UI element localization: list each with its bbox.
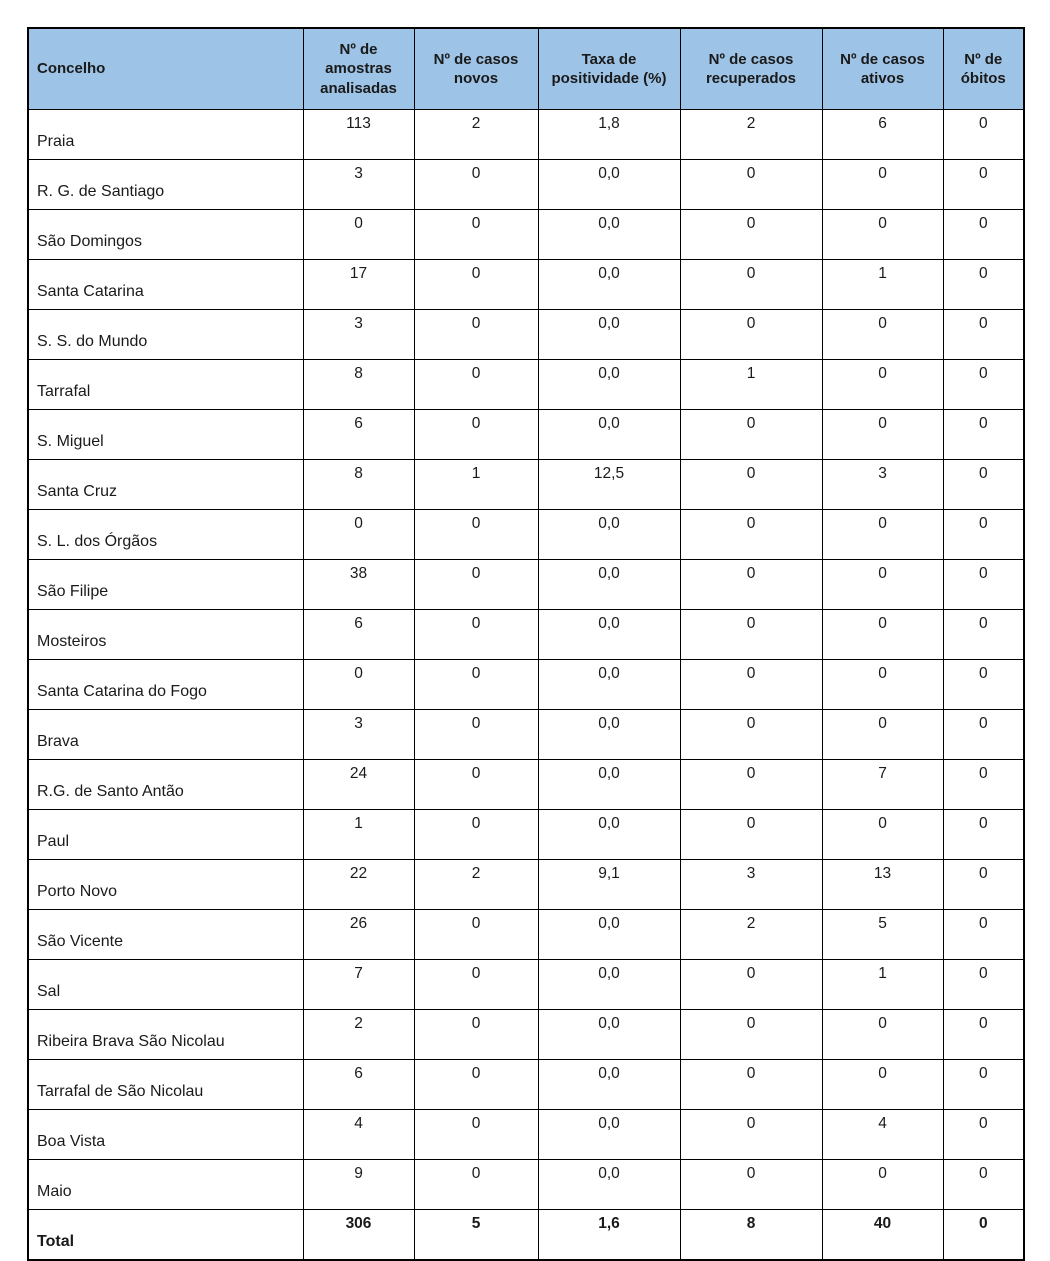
value-cell-taxa-positividade: 0,0 [538, 760, 680, 810]
value-cell-casos-novos: 0 [414, 1010, 538, 1060]
value-cell-taxa-positividade: 0,0 [538, 310, 680, 360]
table-row [28, 410, 1024, 460]
value-cell-casos-novos: 0 [414, 810, 538, 860]
value-cell-obitos: 0 [943, 1160, 1024, 1210]
value-cell-casos-novos: 0 [414, 1060, 538, 1110]
value-cell-obitos: 0 [943, 1010, 1024, 1060]
value-cell-taxa-positividade: 0,0 [538, 260, 680, 310]
value-cell-casos-ativos: 0 [822, 360, 943, 410]
value-cell-amostras-analisadas: 26 [303, 910, 414, 960]
value-cell-casos-ativos: 0 [822, 1010, 943, 1060]
value-cell-amostras-analisadas: 9 [303, 1160, 414, 1210]
value-cell-obitos: 0 [943, 110, 1024, 160]
value-cell-casos-recuperados: 0 [680, 1060, 822, 1110]
value-cell-casos-recuperados: 0 [680, 310, 822, 360]
value-cell-casos-ativos: 4 [822, 1110, 943, 1160]
value-cell-casos-recuperados: 0 [680, 710, 822, 760]
value-cell-amostras-analisadas: 24 [303, 760, 414, 810]
value-cell-casos-recuperados: 0 [680, 1010, 822, 1060]
value-cell-casos-ativos: 0 [822, 660, 943, 710]
value-cell-casos-ativos: 1 [822, 260, 943, 310]
value-cell-casos-recuperados: 0 [680, 460, 822, 510]
value-cell-casos-recuperados: 8 [680, 1210, 822, 1261]
value-cell-casos-recuperados: 0 [680, 610, 822, 660]
value-cell-casos-novos: 0 [414, 710, 538, 760]
value-cell-taxa-positividade: 0,0 [538, 960, 680, 1010]
value-cell-amostras-analisadas: 0 [303, 210, 414, 260]
table-row [28, 1110, 1024, 1160]
value-cell-casos-recuperados: 0 [680, 510, 822, 560]
concelho-name-cell: Praia [28, 110, 303, 160]
value-cell-obitos: 0 [943, 610, 1024, 660]
value-cell-casos-ativos: 0 [822, 710, 943, 760]
concelho-name-cell: R.G. de Santo Antão [28, 760, 303, 810]
concelho-name-cell: São Vicente [28, 910, 303, 960]
table-row [28, 610, 1024, 660]
value-cell-taxa-positividade: 0,0 [538, 410, 680, 460]
concelho-name-cell: Santa Catarina [28, 260, 303, 310]
value-cell-casos-recuperados: 1 [680, 360, 822, 410]
value-cell-taxa-positividade: 0,0 [538, 360, 680, 410]
value-cell-casos-novos: 0 [414, 660, 538, 710]
value-cell-casos-ativos: 0 [822, 210, 943, 260]
table-body [28, 110, 1024, 1261]
value-cell-casos-recuperados: 0 [680, 760, 822, 810]
concelho-name-cell: Tarrafal [28, 360, 303, 410]
value-cell-casos-novos: 2 [414, 860, 538, 910]
value-cell-taxa-positividade: 0,0 [538, 910, 680, 960]
value-cell-amostras-analisadas: 2 [303, 1010, 414, 1060]
value-cell-obitos: 0 [943, 660, 1024, 710]
table-row [28, 1060, 1024, 1110]
concelho-name-cell: Maio [28, 1160, 303, 1210]
value-cell-casos-novos: 0 [414, 610, 538, 660]
value-cell-amostras-analisadas: 1 [303, 810, 414, 860]
value-cell-taxa-positividade: 0,0 [538, 1160, 680, 1210]
table-row [28, 860, 1024, 910]
value-cell-taxa-positividade: 0,0 [538, 560, 680, 610]
value-cell-casos-novos: 0 [414, 1110, 538, 1160]
value-cell-casos-recuperados: 0 [680, 660, 822, 710]
concelho-name-cell: R. G. de Santiago [28, 160, 303, 210]
table-row [28, 960, 1024, 1010]
value-cell-casos-ativos: 5 [822, 910, 943, 960]
value-cell-amostras-analisadas: 17 [303, 260, 414, 310]
value-cell-taxa-positividade: 0,0 [538, 1010, 680, 1060]
value-cell-amostras-analisadas: 4 [303, 1110, 414, 1160]
table-row [28, 210, 1024, 260]
table-row [28, 510, 1024, 560]
value-cell-casos-novos: 0 [414, 910, 538, 960]
concelho-name-cell: Santa Cruz [28, 460, 303, 510]
value-cell-taxa-positividade: 1,8 [538, 110, 680, 160]
concelho-name-cell: Boa Vista [28, 1110, 303, 1160]
value-cell-casos-recuperados: 0 [680, 960, 822, 1010]
value-cell-casos-recuperados: 2 [680, 110, 822, 160]
value-cell-obitos: 0 [943, 460, 1024, 510]
value-cell-amostras-analisadas: 6 [303, 410, 414, 460]
concelho-name-cell: S. L. dos Órgãos [28, 510, 303, 560]
value-cell-obitos: 0 [943, 810, 1024, 860]
value-cell-casos-novos: 0 [414, 560, 538, 610]
value-cell-amostras-analisadas: 3 [303, 310, 414, 360]
value-cell-casos-recuperados: 3 [680, 860, 822, 910]
value-cell-obitos: 0 [943, 1060, 1024, 1110]
value-cell-taxa-positividade: 0,0 [538, 710, 680, 760]
value-cell-casos-recuperados: 0 [680, 810, 822, 860]
value-cell-amostras-analisadas: 6 [303, 1060, 414, 1110]
value-cell-amostras-analisadas: 7 [303, 960, 414, 1010]
total-label-cell: Total [28, 1210, 303, 1261]
value-cell-taxa-positividade: 0,0 [538, 1060, 680, 1110]
value-cell-casos-ativos: 3 [822, 460, 943, 510]
value-cell-obitos: 0 [943, 1210, 1024, 1261]
value-cell-casos-ativos: 13 [822, 860, 943, 910]
value-cell-casos-recuperados: 0 [680, 1110, 822, 1160]
concelho-name-cell: Tarrafal de São Nicolau [28, 1060, 303, 1110]
table-row [28, 1160, 1024, 1210]
value-cell-amostras-analisadas: 113 [303, 110, 414, 160]
concelho-name-cell: Paul [28, 810, 303, 860]
table-row [28, 160, 1024, 210]
value-cell-obitos: 0 [943, 960, 1024, 1010]
concelho-name-cell: Mosteiros [28, 610, 303, 660]
value-cell-taxa-positividade: 9,1 [538, 860, 680, 910]
value-cell-obitos: 0 [943, 260, 1024, 310]
value-cell-casos-ativos: 40 [822, 1210, 943, 1261]
value-cell-casos-novos: 0 [414, 160, 538, 210]
value-cell-casos-ativos: 0 [822, 1060, 943, 1110]
table-row [28, 110, 1024, 160]
value-cell-obitos: 0 [943, 860, 1024, 910]
total-row [28, 1210, 1024, 1261]
value-cell-casos-novos: 0 [414, 210, 538, 260]
value-cell-casos-novos: 0 [414, 260, 538, 310]
value-cell-amostras-analisadas: 0 [303, 510, 414, 560]
value-cell-taxa-positividade: 0,0 [538, 160, 680, 210]
value-cell-amostras-analisadas: 38 [303, 560, 414, 610]
value-cell-amostras-analisadas: 3 [303, 160, 414, 210]
value-cell-obitos: 0 [943, 1110, 1024, 1160]
value-cell-casos-ativos: 0 [822, 310, 943, 360]
value-cell-casos-ativos: 0 [822, 810, 943, 860]
value-cell-amostras-analisadas: 6 [303, 610, 414, 660]
table-header [28, 28, 1024, 110]
value-cell-amostras-analisadas: 22 [303, 860, 414, 910]
value-cell-amostras-analisadas: 8 [303, 360, 414, 410]
column-header-amostras-analisadas: Nº de amostras analisadas [303, 28, 414, 110]
value-cell-casos-novos: 0 [414, 1160, 538, 1210]
table-row [28, 560, 1024, 610]
value-cell-casos-recuperados: 0 [680, 1160, 822, 1210]
value-cell-casos-ativos: 0 [822, 410, 943, 460]
column-header-obitos: Nº de óbitos [943, 28, 1024, 110]
concelho-name-cell: Porto Novo [28, 860, 303, 910]
table-row [28, 760, 1024, 810]
concelho-name-cell: Brava [28, 710, 303, 760]
concelho-name-cell: S. S. do Mundo [28, 310, 303, 360]
value-cell-casos-novos: 0 [414, 510, 538, 560]
column-header-taxa-positividade: Taxa de positividade (%) [538, 28, 680, 110]
value-cell-amostras-analisadas: 0 [303, 660, 414, 710]
value-cell-casos-novos: 0 [414, 760, 538, 810]
value-cell-casos-recuperados: 2 [680, 910, 822, 960]
value-cell-taxa-positividade: 0,0 [538, 660, 680, 710]
concelho-name-cell: S. Miguel [28, 410, 303, 460]
column-header-casos-ativos: Nº de casos ativos [822, 28, 943, 110]
value-cell-casos-recuperados: 0 [680, 160, 822, 210]
table-row [28, 310, 1024, 360]
value-cell-casos-novos: 0 [414, 410, 538, 460]
value-cell-casos-novos: 5 [414, 1210, 538, 1261]
value-cell-casos-novos: 0 [414, 360, 538, 410]
value-cell-amostras-analisadas: 306 [303, 1210, 414, 1261]
table-row [28, 810, 1024, 860]
header-row [28, 28, 1024, 110]
table-row [28, 360, 1024, 410]
value-cell-casos-novos: 0 [414, 310, 538, 360]
column-header-concelho: Concelho [28, 28, 303, 110]
value-cell-casos-ativos: 0 [822, 610, 943, 660]
value-cell-obitos: 0 [943, 560, 1024, 610]
value-cell-casos-novos: 2 [414, 110, 538, 160]
table-row [28, 910, 1024, 960]
value-cell-casos-recuperados: 0 [680, 260, 822, 310]
covid-concelho-table [27, 27, 1025, 1261]
value-cell-casos-ativos: 0 [822, 1160, 943, 1210]
value-cell-casos-ativos: 0 [822, 510, 943, 560]
value-cell-taxa-positividade: 0,0 [538, 1110, 680, 1160]
value-cell-casos-ativos: 6 [822, 110, 943, 160]
value-cell-casos-ativos: 0 [822, 160, 943, 210]
value-cell-obitos: 0 [943, 760, 1024, 810]
value-cell-amostras-analisadas: 8 [303, 460, 414, 510]
value-cell-casos-recuperados: 0 [680, 410, 822, 460]
value-cell-taxa-positividade: 0,0 [538, 210, 680, 260]
concelho-name-cell: Santa Catarina do Fogo [28, 660, 303, 710]
table-row [28, 710, 1024, 760]
value-cell-taxa-positividade: 0,0 [538, 610, 680, 660]
table-row [28, 660, 1024, 710]
concelho-name-cell: São Domingos [28, 210, 303, 260]
table-row [28, 260, 1024, 310]
value-cell-taxa-positividade: 0,0 [538, 510, 680, 560]
value-cell-taxa-positividade: 0,0 [538, 810, 680, 860]
concelho-name-cell: Ribeira Brava São Nicolau [28, 1010, 303, 1060]
value-cell-amostras-analisadas: 3 [303, 710, 414, 760]
value-cell-obitos: 0 [943, 360, 1024, 410]
value-cell-casos-recuperados: 0 [680, 560, 822, 610]
value-cell-casos-recuperados: 0 [680, 210, 822, 260]
value-cell-obitos: 0 [943, 210, 1024, 260]
column-header-casos-novos: Nº de casos novos [414, 28, 538, 110]
value-cell-taxa-positividade: 1,6 [538, 1210, 680, 1261]
value-cell-casos-novos: 0 [414, 960, 538, 1010]
value-cell-taxa-positividade: 12,5 [538, 460, 680, 510]
value-cell-obitos: 0 [943, 910, 1024, 960]
value-cell-casos-ativos: 0 [822, 560, 943, 610]
value-cell-casos-ativos: 1 [822, 960, 943, 1010]
column-header-casos-recuperados: Nº de casos recuperados [680, 28, 822, 110]
table-row [28, 460, 1024, 510]
value-cell-obitos: 0 [943, 160, 1024, 210]
value-cell-obitos: 0 [943, 410, 1024, 460]
value-cell-obitos: 0 [943, 710, 1024, 760]
table-row [28, 1010, 1024, 1060]
value-cell-obitos: 0 [943, 510, 1024, 560]
value-cell-casos-novos: 1 [414, 460, 538, 510]
value-cell-obitos: 0 [943, 310, 1024, 360]
value-cell-casos-ativos: 7 [822, 760, 943, 810]
concelho-name-cell: São Filipe [28, 560, 303, 610]
concelho-name-cell: Sal [28, 960, 303, 1010]
